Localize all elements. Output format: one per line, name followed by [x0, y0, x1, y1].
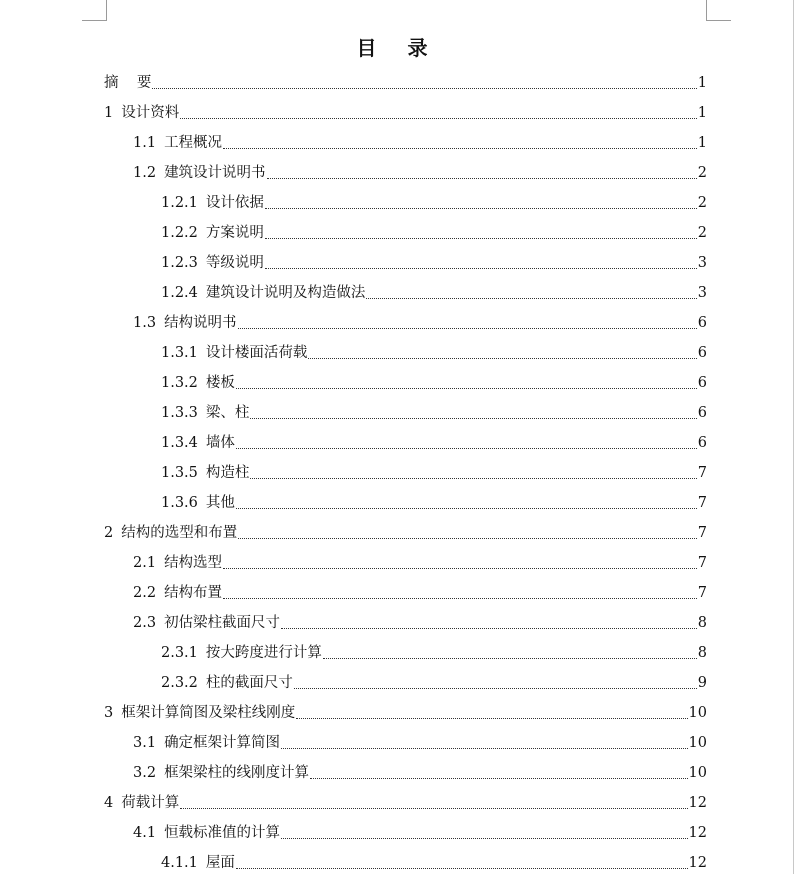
toc-entry-label: 初估梁柱截面尺寸	[164, 615, 281, 631]
toc-entry-number: 2	[104, 525, 114, 541]
toc-entry-page: 10	[688, 735, 707, 751]
toc-entry-number: 2.3	[133, 615, 157, 631]
toc-leader-dots	[250, 417, 696, 419]
toc-entry-label: 构造柱	[205, 465, 250, 481]
toc-entry-page: 7	[697, 495, 707, 511]
toc-entry[interactable]	[161, 428, 707, 458]
toc-entry-number: 3.2	[133, 765, 157, 781]
toc-entry-page: 2	[697, 165, 707, 181]
toc-entry-number: 2.3.2	[161, 675, 198, 691]
toc-entry-number: 1.2.3	[161, 255, 198, 271]
toc-leader-dots	[323, 657, 697, 659]
toc-entry-label: 工程概况	[164, 135, 223, 151]
toc-entry-page: 2	[697, 195, 707, 211]
toc-entry-page: 9	[697, 675, 707, 691]
toc-leader-dots	[310, 777, 687, 779]
toc-leader-dots	[281, 837, 687, 839]
toc-entry-label: 结构布置	[164, 585, 223, 601]
toc-entry-number: 1.2.2	[161, 225, 198, 241]
toc-entry-label: 摘 要	[104, 75, 152, 91]
toc-entry[interactable]	[133, 728, 707, 758]
toc-leader-dots	[236, 447, 697, 449]
toc-entry-page: 2	[697, 225, 707, 241]
toc-entry-number: 1.2.4	[161, 285, 198, 301]
toc-entry-number: 1	[104, 105, 114, 121]
toc-entry-number: 1.3.3	[161, 405, 198, 421]
crop-mark-top-left	[82, 0, 107, 21]
toc-entry-page: 6	[697, 345, 707, 361]
toc-entry-number: 1.3.4	[161, 435, 198, 451]
toc-entry[interactable]	[161, 368, 707, 398]
toc-entry[interactable]	[133, 128, 707, 158]
toc-entry-label: 屋面	[205, 855, 235, 871]
toc-entry-page: 12	[688, 825, 707, 841]
toc-entry-page: 3	[697, 285, 707, 301]
toc-entry-page: 7	[697, 585, 707, 601]
toc-leader-dots	[265, 207, 697, 209]
toc-title: 目 录	[356, 36, 440, 60]
toc-leader-dots	[366, 297, 696, 299]
toc-entry-page: 1	[697, 135, 707, 151]
toc-entry[interactable]	[133, 608, 707, 638]
toc-entry-page: 12	[688, 855, 707, 871]
toc-leader-dots	[238, 537, 697, 539]
toc-entry-label: 结构的选型和布置	[121, 525, 238, 541]
toc-entry[interactable]	[161, 338, 707, 368]
toc-leader-dots	[236, 867, 688, 869]
toc-entry-number: 1.1	[133, 135, 157, 151]
toc-entry[interactable]	[161, 488, 707, 518]
toc-entry-label: 建筑设计说明书	[164, 165, 266, 181]
toc-entry-page: 10	[688, 705, 707, 721]
toc-leader-dots	[265, 237, 697, 239]
toc-entry-number: 4.1.1	[161, 855, 198, 871]
toc-leader-dots	[250, 477, 696, 479]
toc-entry-page: 6	[697, 375, 707, 391]
page-edge	[793, 0, 794, 874]
toc-entry-number: 4.1	[133, 825, 157, 841]
toc-entry-page: 7	[697, 555, 707, 571]
toc-leader-dots	[236, 507, 697, 509]
toc-entry[interactable]	[133, 758, 707, 788]
toc-entry-page: 1	[697, 75, 707, 91]
toc-leader-dots	[267, 177, 697, 179]
toc-entry-label: 框架计算简图及梁柱线刚度	[121, 705, 296, 721]
toc-entry-label: 墙体	[205, 435, 235, 451]
toc-entry-number: 1.2	[133, 165, 157, 181]
toc-entry[interactable]	[161, 458, 707, 488]
toc-entry-number: 3.1	[133, 735, 157, 751]
toc-leader-dots	[236, 387, 697, 389]
toc-entry[interactable]	[133, 578, 707, 608]
toc-entry[interactable]	[133, 548, 707, 578]
toc-leader-dots	[281, 627, 697, 629]
toc-entry-label: 按大跨度进行计算	[205, 645, 322, 661]
toc-leader-dots	[180, 117, 697, 119]
toc-entry-label: 建筑设计说明及构造做法	[205, 285, 366, 301]
toc-entry-label: 框架梁柱的线刚度计算	[164, 765, 310, 781]
toc-leader-dots	[296, 717, 687, 719]
toc-entry-page: 7	[697, 465, 707, 481]
toc-entry-number: 1.2.1	[161, 195, 198, 211]
toc-entry-number: 4	[104, 795, 114, 811]
toc-entry-page: 6	[697, 315, 707, 331]
toc-leader-dots	[180, 807, 687, 809]
toc-leader-dots	[294, 687, 697, 689]
toc-entry[interactable]	[104, 68, 707, 98]
toc-entry[interactable]	[161, 248, 707, 278]
toc-leader-dots	[223, 597, 697, 599]
toc-entry-page: 6	[697, 435, 707, 451]
toc-entry-number: 1.3.2	[161, 375, 198, 391]
toc-entry-number: 3	[104, 705, 114, 721]
toc-entry-number: 1.3	[133, 315, 157, 331]
toc-entry-page: 10	[688, 765, 707, 781]
toc-entry-label: 柱的截面尺寸	[205, 675, 293, 691]
toc-leader-dots	[223, 567, 697, 569]
toc-entry-label: 设计楼面活荷载	[205, 345, 308, 361]
toc-entry[interactable]	[161, 638, 707, 668]
toc-entry-page: 3	[697, 255, 707, 271]
toc-leader-dots	[152, 87, 696, 89]
toc-entry-label: 确定框架计算简图	[164, 735, 281, 751]
toc-entry-label: 荷载计算	[121, 795, 180, 811]
toc-entry-label: 方案说明	[205, 225, 264, 241]
toc-entry[interactable]	[104, 98, 707, 128]
toc-entry-label: 设计资料	[121, 105, 180, 121]
toc-entry-number: 1.3.6	[161, 495, 198, 511]
toc-entry[interactable]	[161, 398, 707, 428]
toc-entry-page: 7	[697, 525, 707, 541]
toc-entry-label: 设计依据	[205, 195, 264, 211]
toc-entry-number: 1.3.1	[161, 345, 198, 361]
toc-leader-dots	[281, 747, 687, 749]
toc-entry-label: 楼板	[205, 375, 235, 391]
toc-entry-number: 1.3.5	[161, 465, 198, 481]
toc-entry-page: 12	[688, 795, 707, 811]
crop-mark-top-right	[706, 0, 731, 21]
toc-entry-label: 梁、柱	[205, 405, 250, 421]
toc-entry-page: 6	[697, 405, 707, 421]
toc-entry-label: 等级说明	[205, 255, 264, 271]
toc-leader-dots	[223, 147, 697, 149]
toc-entry[interactable]	[104, 788, 707, 818]
toc-entry-page: 8	[697, 645, 707, 661]
toc-entry[interactable]	[133, 308, 707, 338]
toc-leader-dots	[265, 267, 697, 269]
toc-entry-page: 1	[697, 105, 707, 121]
toc-entry-label: 结构选型	[164, 555, 223, 571]
toc-entry-number: 2.2	[133, 585, 157, 601]
toc-entry[interactable]	[161, 218, 707, 248]
toc-entry[interactable]	[104, 518, 707, 548]
toc-entry-label: 结构说明书	[164, 315, 237, 331]
toc-entry[interactable]	[161, 278, 707, 308]
toc-entry[interactable]	[133, 158, 707, 188]
toc-entry-number: 2.3.1	[161, 645, 198, 661]
toc-leader-dots	[308, 357, 696, 359]
toc-entry[interactable]	[161, 668, 707, 698]
toc-entry-label: 恒载标准值的计算	[164, 825, 281, 841]
toc-entry[interactable]	[161, 188, 707, 218]
toc-entry-page: 8	[697, 615, 707, 631]
toc-leader-dots	[238, 327, 697, 329]
toc-entry[interactable]	[133, 818, 707, 848]
toc-entry-number: 2.1	[133, 555, 157, 571]
toc-entry[interactable]	[104, 698, 707, 728]
toc-entry-label: 其他	[205, 495, 235, 511]
